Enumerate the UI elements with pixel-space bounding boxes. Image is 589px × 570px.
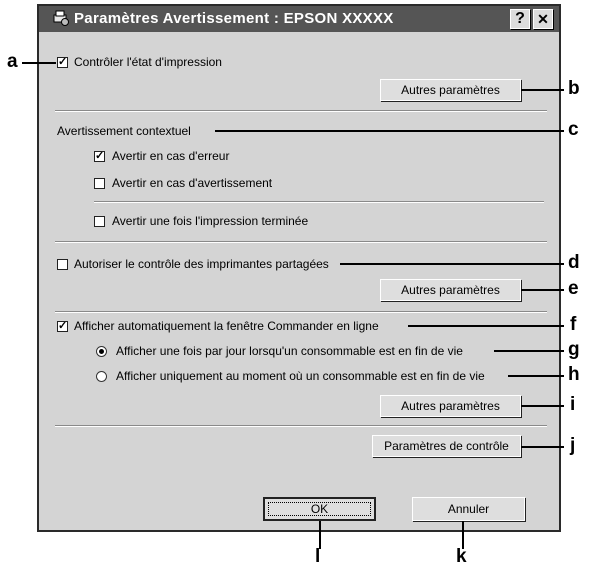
- callout-a: a: [7, 51, 18, 72]
- leader-line: [494, 350, 564, 352]
- online-more-settings-button[interactable]: Autres paramètres: [380, 395, 521, 417]
- callout-h: h: [568, 364, 580, 385]
- callout-l: l: [315, 546, 321, 567]
- leader-line: [521, 289, 564, 291]
- divider: [55, 425, 547, 427]
- error-checkbox[interactable]: ✓: [95, 150, 105, 162]
- online-order-label: Afficher automatiquement la fenêtre Commander en ligne: [74, 319, 379, 333]
- completion-checkbox[interactable]: [94, 216, 105, 227]
- divider: [55, 110, 547, 112]
- callout-d: d: [568, 252, 580, 273]
- leader-line: [521, 405, 564, 407]
- callout-b: b: [568, 78, 580, 99]
- error-label: Avertir en cas d'erreur: [112, 149, 230, 163]
- once-per-day-label: Afficher une fois par jour lorsqu'un consommable est en fin de vie: [116, 344, 463, 358]
- divider: [55, 311, 547, 313]
- leader-line: [340, 263, 564, 265]
- shared-label: Autoriser le contrôle des imprimantes partagées: [74, 257, 329, 271]
- once-per-day-radio[interactable]: [96, 346, 107, 357]
- printer-settings-icon: [52, 9, 70, 27]
- callout-c: c: [568, 119, 579, 140]
- focus-rect: [268, 502, 371, 516]
- monitor-label: Contrôler l'état d'impression: [74, 55, 222, 69]
- callout-g: g: [568, 339, 580, 360]
- shared-checkbox[interactable]: [57, 259, 68, 270]
- popup-group-label: Avertissement contextuel: [57, 124, 191, 138]
- monitoring-preferences-button[interactable]: Paramètres de contrôle: [372, 435, 521, 457]
- ok-button[interactable]: [263, 497, 376, 521]
- help-button[interactable]: ?: [510, 9, 530, 29]
- monitor-more-settings-button[interactable]: Autres paramètres: [380, 79, 521, 101]
- close-button[interactable]: ✕: [533, 9, 553, 29]
- leader-line: [462, 521, 464, 549]
- callout-i: i: [570, 394, 576, 415]
- completion-label: Avertir une fois l'impression terminée: [112, 214, 309, 228]
- window-title: Paramètres Avertissement : EPSON XXXXX: [74, 10, 394, 27]
- leader-line: [508, 375, 564, 377]
- leader-line: [215, 130, 564, 132]
- callout-e: e: [568, 278, 579, 299]
- leader-line: [521, 446, 564, 448]
- divider: [94, 201, 544, 203]
- online-order-checkbox[interactable]: ✓: [58, 320, 68, 332]
- leader-line: [22, 62, 56, 64]
- cancel-button[interactable]: Annuler: [412, 497, 525, 521]
- divider: [55, 241, 547, 243]
- callout-k: k: [456, 546, 467, 567]
- only-at-time-label: Afficher uniquement au moment où un consommable est en fin de vie: [116, 369, 485, 383]
- leader-line: [521, 89, 564, 91]
- warning-label: Avertir en cas d'avertissement: [112, 176, 273, 190]
- only-at-time-radio[interactable]: [96, 371, 107, 382]
- callout-f: f: [570, 314, 577, 335]
- shared-more-settings-button[interactable]: Autres paramètres: [380, 279, 521, 301]
- ok-label: OK: [310, 502, 329, 516]
- leader-line: [319, 521, 321, 549]
- warning-checkbox[interactable]: [94, 178, 105, 189]
- monitor-checkbox[interactable]: ✓: [58, 56, 68, 68]
- leader-line: [408, 325, 564, 327]
- callout-j: j: [570, 435, 576, 456]
